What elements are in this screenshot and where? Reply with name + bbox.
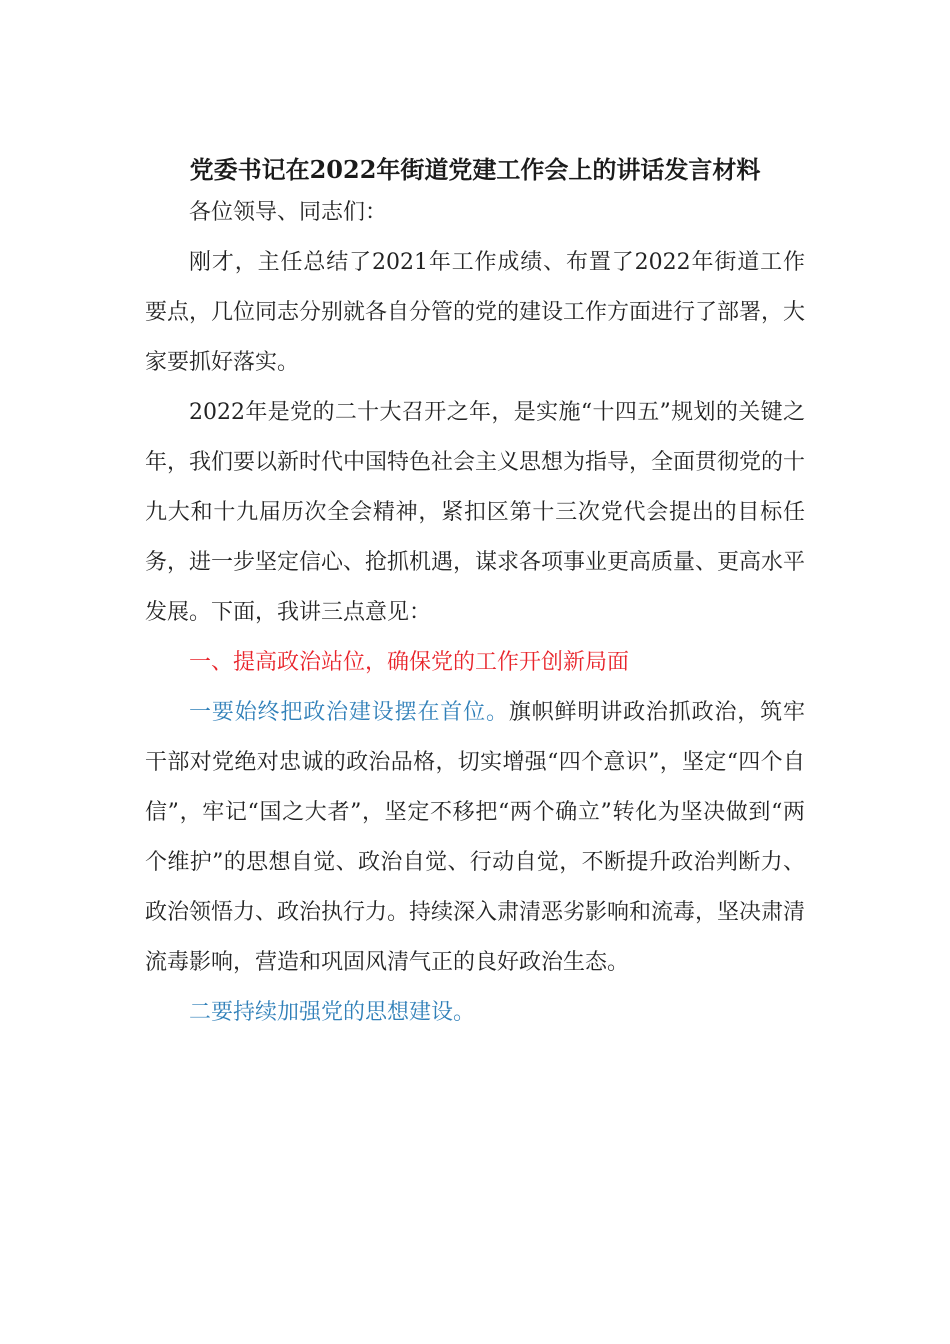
document-body — [145, 188, 805, 1038]
intro-paragraph: 刚才，主任总结了2021年工作成绩、布置了2022年街道工作要点，几位同志分别就各自分管的党的建设工作方面进行了部署，大家要抓好落实。 — [145, 250, 806, 375]
section-heading-1: 一、提高政治站位，确保党的工作开创新局面 — [189, 650, 630, 675]
point-1-body: 旗帜鲜明讲政治抓政治，筑牢干部对党绝对忠诚的政治品格，切实增强“四个意识”，坚定“四个自信”，牢记“国之大者”，坚定不移把“两个确立”转化为坚决做到“两个维护”的思想自觉、政治自觉、行动自觉，不断提升政治判断力、政治领悟力、政治执行力。持续深入肃清恶劣影响和流毒，坚决肃清流毒影响，营造和巩固风清气正的良好政治生态。 — [145, 700, 806, 975]
context-paragraph: 2022年是党的二十大召开之年，是实施“十四五”规划的关键之年，我们要以新时代中国特色社会主义思想为指导，全面贯彻党的十九大和十九届历次全会精神，紧扣区第十三次党代会提出的目标任务，进一步坚定信心、抢抓机遇，谋求各项事业更高质量、更高水平发展。下面，我讲三点意见： — [145, 400, 806, 625]
point-2-heading: 二要持续加强党的思想建设。 — [189, 1000, 476, 1025]
greeting-paragraph: 各位领导、同志们： — [189, 200, 388, 225]
document-title: 党委书记在2022年街道党建工作会上的讲话发言材料 — [189, 155, 761, 184]
point-1-paragraph — [145, 688, 805, 988]
point-1-heading: 一要始终把政治建设摆在首位。 — [189, 700, 509, 725]
